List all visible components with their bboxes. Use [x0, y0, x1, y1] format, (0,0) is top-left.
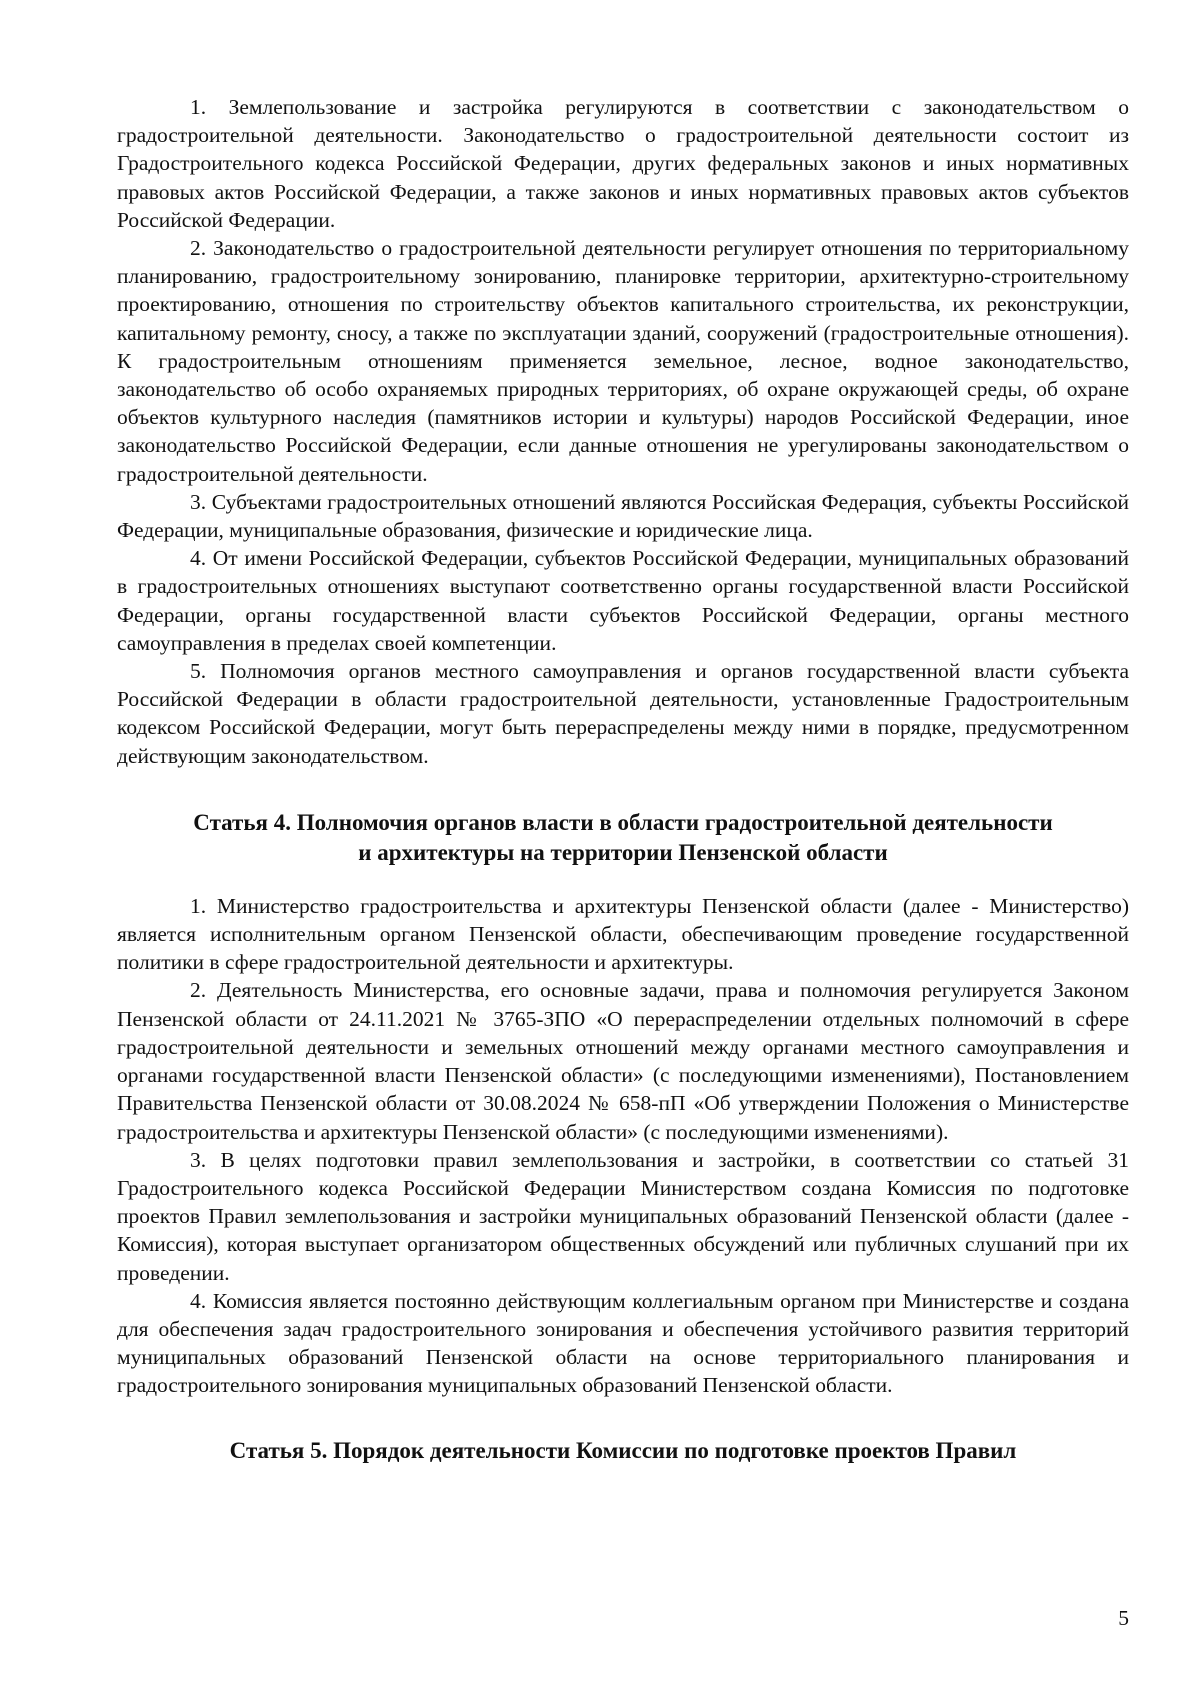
article3-paragraph-1: 1. Землепользование и застройка регулируются в соответствии с законодательством о градостроительной деятельности. Законодательство о градостроительной деятельности состоит из Градостроительного кодекса Российской Федерации, других федеральных законов и иных нормативных правовых актов Российской Федерации, а также законов и иных нормативных правовых актов субъектов Российской Федерации. [117, 95, 1129, 232]
article4-heading-line1: Статья 4. Полномочия органов власти в области градостроительной деятельности [193, 809, 1053, 835]
article4-heading-line2: и архитектуры на территории Пензенской области [358, 839, 888, 865]
article4-paragraph-2: 2. Деятельность Министерства, его основные задачи, права и полномочия регулируется Законом Пензенской области от 24.11.2021 № 3765-ЗПО «О перераспределении отдельных полномочий в сфере градостроительной деятельности и земельных отношений между органами местного самоуправления и органами государственной власти Пензенской области» (с последующими изменениями), Постановлением Правительства Пензенской области от 30.08.2024 № 658-пП «Об утверждении Положения о Министерстве градостроительства и архитектуры Пензенской области» (с последующими изменениями). [117, 978, 1129, 1144]
article3-paragraph-2: 2. Законодательство о градостроительной деятельности регулирует отношения по территориальному планированию, градостроительному зонированию, планировке территории, архитектурно-строительному проектированию, отношения по строительству объектов капитального строительства, их реконструкции, капитальному ремонту, сносу, а также по эксплуатации зданий, сооружений (градостроительные отношения). К градостроительным отношениям применяется земельное, лесное, водное законодательство, законодательство об особо охраняемых природных территориях, об охране окружающей среды, об охране объектов культурного наследия (памятников истории и культуры) народов Российской Федерации, иное законодательство Российской Федерации, если данные отношения не урегулированы законодательством о градостроительной деятельности. [117, 236, 1129, 486]
article5-heading: Статья 5. Порядок деятельности Комиссии по подготовке проектов Правил [229, 1437, 1017, 1463]
page-number: 5 [1118, 1606, 1129, 1630]
article4-paragraph-1: 1. Министерство градостроительства и архитектуры Пензенской области (далее - Министерство) является исполнительным органом Пензенской области, обеспечивающим проведение государственной политики в сфере градостроительной деятельности и архитектуры. [117, 893, 1129, 975]
article4-heading [117, 808, 1129, 868]
article3-paragraph-3: 3. Субъектами градостроительных отношений являются Российская Федерация, субъекты Российской Федерации, муниципальные образования, физические и юридические лица. [117, 489, 1129, 543]
document-page [117, 93, 1129, 1466]
article3-paragraph-5: 5. Полномочия органов местного самоуправления и органов государственной власти субъекта Российской Федерации в области градостроительной деятельности, установленные Градостроительным кодексом Российской Федерации, могут быть перераспределены между ними в порядке, предусмотренном действующим законодательством. [117, 659, 1129, 768]
article4-paragraph-4: 4. Комиссия является постоянно действующим коллегиальным органом при Министерстве и создана для обеспечения задач градостроительного зонирования и обеспечения устойчивого развития территорий муниципальных образований Пензенской области на основе территориального планирования и градостроительного зонирования муниципальных образований Пензенской области. [117, 1288, 1129, 1398]
article4-paragraph-3: 3. В целях подготовки правил землепользования и застройки, в соответствии со статьей 31 Градостроительного кодекса Российской Федерации Министерством создана Комиссия по подготовке проектов Правил землепользования и застройки муниципальных образований Пензенской области (далее - Комиссия), которая выступает организатором общественных обсуждений или публичных слушаний при их проведении. [117, 1147, 1129, 1285]
article3-paragraph-4: 4. От имени Российской Федерации, субъектов Российской Федерации, муниципальных образований в градостроительных отношениях выступают соответственно органы государственной власти Российской Федерации, органы государственной власти субъектов Российской Федерации, органы местного самоуправления в пределах своей компетенции. [117, 546, 1129, 655]
